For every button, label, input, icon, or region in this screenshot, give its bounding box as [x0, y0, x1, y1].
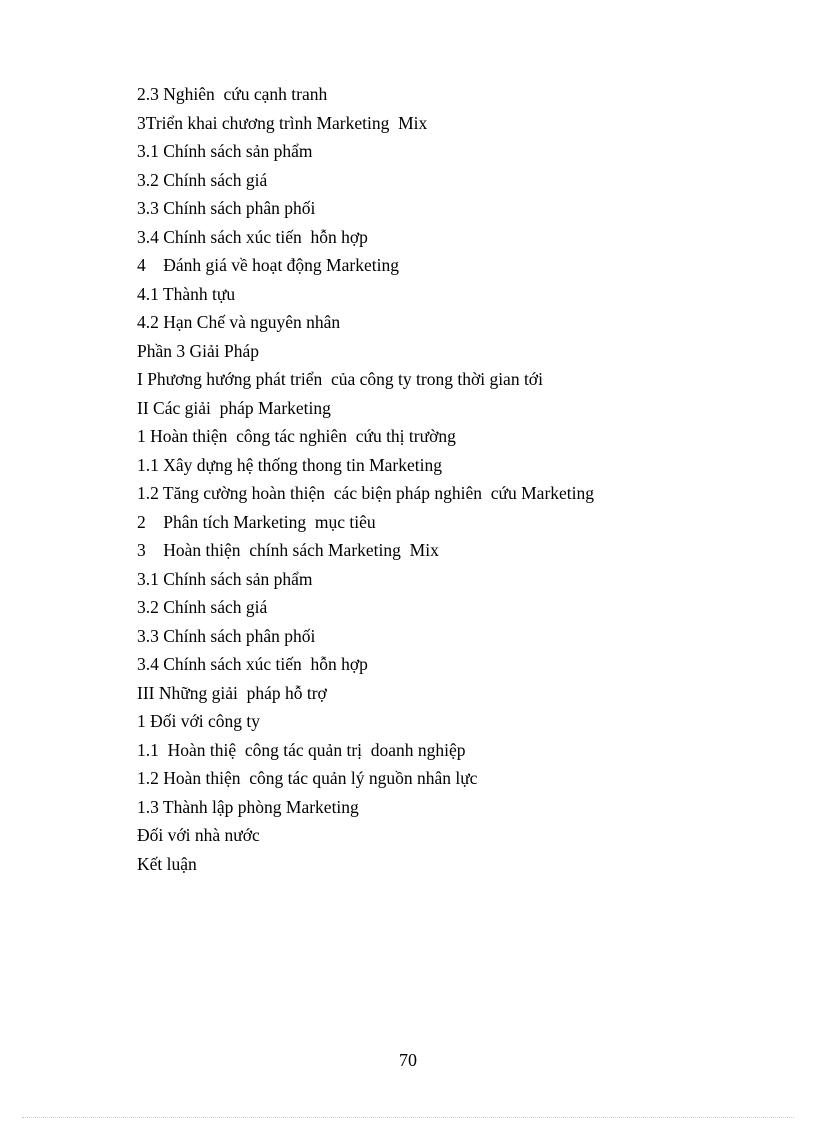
toc-line: 3.1 Chính sách sản phẩm: [137, 141, 313, 161]
toc-line: 4.1 Thành tựu: [137, 283, 236, 304]
toc-line: I Phương hướng phát triển của công ty trong thời gian tới: [137, 369, 543, 389]
toc-line: 1.3 Thành lập phòng Marketing: [137, 796, 359, 817]
table-of-contents: [137, 80, 594, 878]
toc-line: 3.4 Chính sách xúc tiến hỗn hợp: [137, 654, 368, 674]
toc-line: 3.2 Chính sách giá: [137, 169, 268, 190]
toc-line: 3.1 Chính sách sản phẩm: [137, 568, 313, 589]
toc-line: 3.3 Chính sách phân phối: [137, 625, 316, 646]
toc-line: 2.3 Nghiên cứu cạnh tranh: [137, 84, 328, 104]
toc-line: Kết luận: [137, 853, 197, 874]
toc-line: 4 Đánh giá về hoạt động Marketing: [137, 255, 399, 275]
toc-line: III Những giải pháp hỗ trợ: [137, 682, 327, 703]
toc-line: 3 Hoàn thiện chính sách Marketing Mix: [137, 540, 439, 560]
toc-line: 1 Đối với công ty: [137, 711, 260, 731]
toc-line: II Các giải pháp Marketing: [137, 397, 331, 418]
toc-line: 2 Phân tích Marketing mục tiêu: [137, 511, 376, 532]
toc-line: Đối với nhà nước: [137, 825, 260, 845]
toc-line: 1.1 Hoàn thiệ công tác quản trị doanh nghiệp: [137, 739, 466, 760]
toc-line: 3Triển khai chương trình Marketing Mix: [137, 112, 428, 133]
toc-line: 1.1 Xây dựng hệ thống thong tin Marketing: [137, 454, 443, 475]
toc-line: 4.2 Hạn Chế và nguyên nhân: [137, 312, 341, 332]
toc-line: 3.4 Chính sách xúc tiến hỗn hợp: [137, 226, 368, 247]
page-bottom-divider: [22, 1117, 794, 1118]
page-number: 70: [399, 1050, 417, 1070]
toc-line: 3.2 Chính sách giá: [137, 597, 268, 617]
toc-line: 1 Hoàn thiện công tác nghiên cứu thị trường: [137, 426, 456, 446]
toc-line: Phần 3 Giải Pháp: [137, 340, 260, 361]
toc-line: 1.2 Tăng cường hoàn thiện các biện pháp nghiên cứu Marketing: [137, 483, 595, 503]
toc-line: 3.3 Chính sách phân phối: [137, 198, 316, 218]
toc-line: 1.2 Hoàn thiện công tác quản lý nguồn nhân lực: [137, 768, 478, 788]
